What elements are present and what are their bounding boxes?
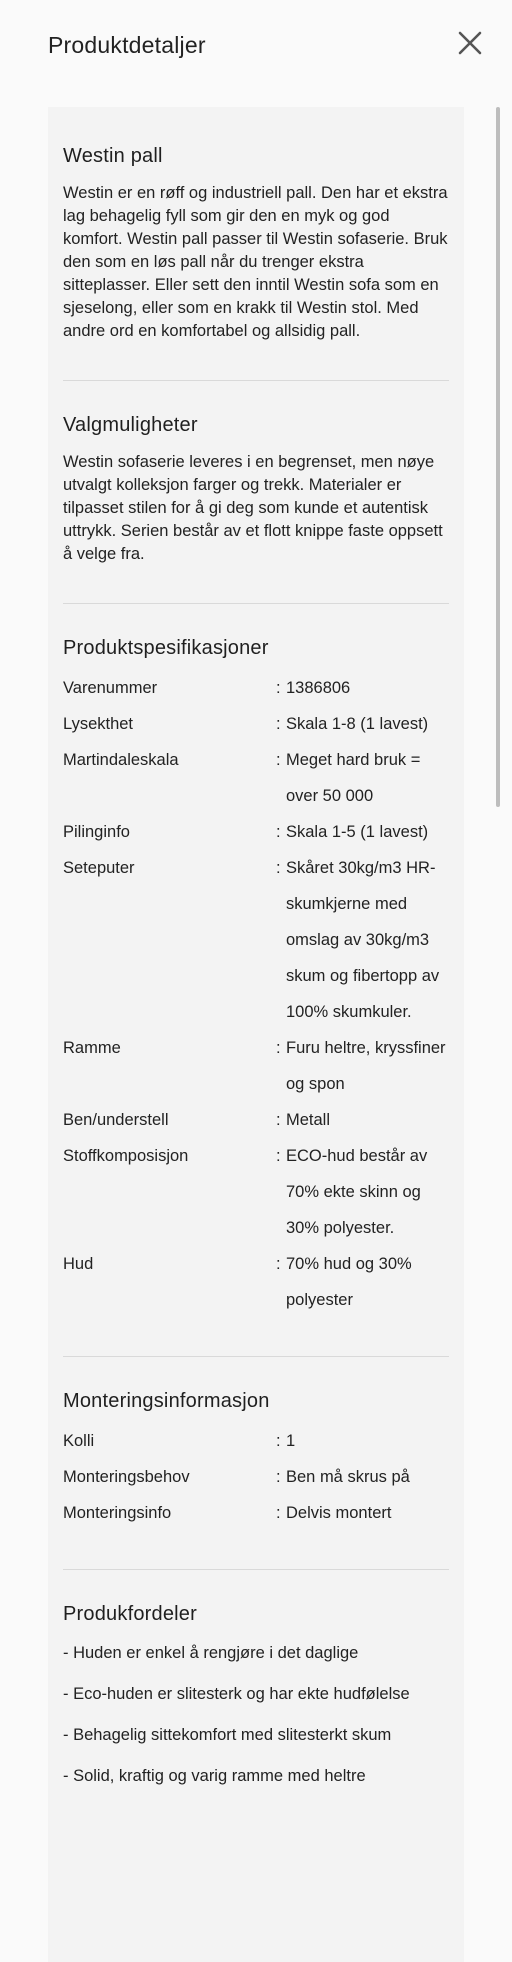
spec-separator: : [276, 679, 281, 697]
spec-separator: : [276, 1147, 281, 1165]
benefit-item: - Behagelig sittekomfort med slitesterkt skum [63, 1726, 392, 1744]
spec-value: Delvis montert [286, 1504, 392, 1522]
spec-value: Skala 1-5 (1 lavest) [286, 823, 429, 841]
spec-row [63, 1030, 449, 1102]
spec-key: Hud [63, 1255, 94, 1273]
spec-separator: : [276, 1468, 281, 1486]
benefit-item: - Eco-huden er slitesterk og har ekte hudfølelse [63, 1685, 410, 1703]
spec-value: Meget hard bruk = over 50 000 [286, 751, 421, 805]
spec-value: 1386806 [286, 679, 351, 697]
specs-section [63, 604, 449, 1356]
spec-row [63, 742, 449, 814]
spec-separator: : [276, 751, 281, 769]
spec-value: Skala 1-8 (1 lavest) [286, 715, 429, 733]
spec-separator: : [276, 1432, 281, 1450]
spec-value: 1 [286, 1432, 296, 1450]
assembly-title: Monteringsinformasjon [63, 1390, 270, 1412]
benefit-item: - Solid, kraftig og varig ramme med heltre [63, 1767, 366, 1785]
spec-key: Lysekthet [63, 715, 134, 733]
page-title: Produktdetaljer [48, 32, 206, 58]
close-button[interactable] [453, 26, 487, 60]
spec-value: Ben må skrus på [286, 1468, 410, 1486]
spec-separator: : [276, 1504, 281, 1522]
benefits-title: Produkfordeler [63, 1603, 197, 1625]
spec-key: Monteringsbehov [63, 1468, 190, 1486]
spec-row [63, 1246, 449, 1318]
spec-row [63, 1423, 449, 1459]
spec-row [63, 814, 449, 850]
spec-key: Monteringsinfo [63, 1504, 172, 1522]
specs-title: Produktspesifikasjoner [63, 637, 269, 659]
modal-header [0, 0, 512, 90]
specs-list [63, 670, 449, 1318]
spec-row [63, 1102, 449, 1138]
spec-row [63, 670, 449, 706]
spec-key: Ramme [63, 1039, 121, 1057]
spec-value: Furu heltre, kryssfiner og spon [286, 1039, 446, 1093]
spec-key: Pilinginfo [63, 823, 130, 841]
close-icon [453, 26, 487, 60]
description-section [63, 107, 449, 380]
benefit-item: - Huden er enkel å rengjøre i det daglige [63, 1644, 359, 1662]
spec-value: Skåret 30kg/m3 HR-skumkjerne med omslag av 30kg/m3 skum og fibertopp av 100% skumkuler. [286, 859, 440, 1021]
spec-row [63, 1495, 449, 1531]
benefits-section [63, 1570, 449, 1788]
spec-key: Martindaleskala [63, 751, 179, 769]
spec-key: Seteputer [63, 859, 135, 877]
spec-key: Ben/understell [63, 1111, 169, 1129]
options-section [63, 381, 449, 603]
spec-separator: : [276, 859, 281, 877]
description-text: Westin er en røff og industriell pall. Den har et ekstra lag behagelig fyll som gir den en myk og god komfort. Westin pall passer til Westin sofaserie. Bruk den som en løs pall når du trenger ekstra sitteplasser. Eller sett den inntil Westin sofa som en sjeselong, eller som en krakk til Westin stol. Med andre ord en komfortabel og allsidig pall. [63, 184, 448, 340]
assembly-section [63, 1357, 449, 1569]
spec-row [63, 706, 449, 742]
spec-separator: : [276, 1111, 281, 1129]
description-title: Westin pall [63, 145, 163, 167]
assembly-list [63, 1423, 449, 1531]
scrollbar-thumb[interactable] [496, 107, 500, 807]
spec-value: 70% hud og 30% polyester [286, 1255, 412, 1309]
product-details-panel [48, 107, 464, 1962]
spec-value: ECO-hud består av 70% ekte skinn og 30% polyester. [286, 1147, 428, 1237]
spec-key: Kolli [63, 1432, 95, 1450]
options-title: Valgmuligheter [63, 414, 198, 436]
spec-row [63, 850, 449, 1030]
spec-separator: : [276, 1039, 281, 1057]
spec-value: Metall [286, 1111, 331, 1129]
spec-separator: : [276, 823, 281, 841]
spec-row [63, 1138, 449, 1246]
spec-key: Stoffkomposisjon [63, 1147, 189, 1165]
spec-separator: : [276, 715, 281, 733]
spec-row [63, 1459, 449, 1495]
spec-separator: : [276, 1255, 281, 1273]
options-text: Westin sofaserie leveres i en begrenset, men nøye utvalgt kolleksjon farger og trekk. Materialer er tilpasset stilen for å gi deg som kunde et autentisk uttrykk. Serien består av et flott knippe faste oppsett å velge fra. [63, 453, 443, 563]
spec-key: Varenummer [63, 679, 158, 697]
